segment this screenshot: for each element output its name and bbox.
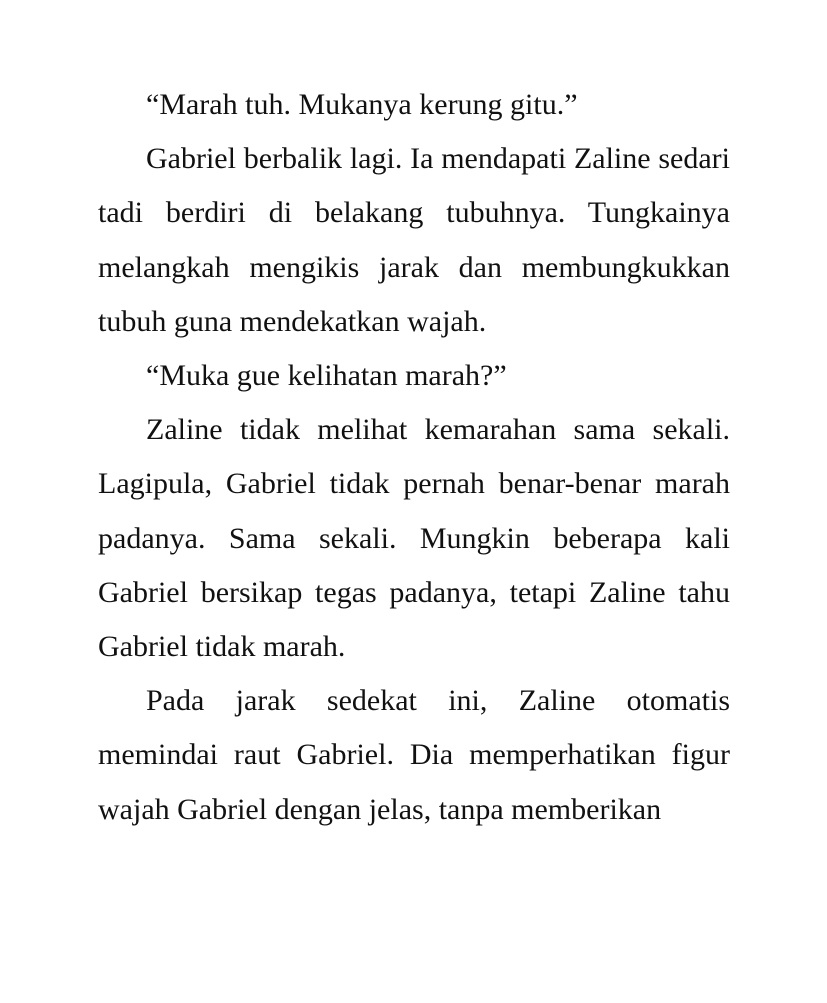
paragraph-narration-2: Zaline tidak melihat kemarahan sama sekali. Lagipula, Gabriel tidak pernah benar-benar marah padanya. Sama sekali. Mungkin beberapa kali Gabriel bersikap tegas padanya, tetapi Zaline tahu Gabriel tidak marah.	[98, 413, 730, 664]
paragraph-narration-3: Pada jarak sedekat ini, Zaline otomatis memindai raut Gabriel. Dia memperhatikan figur wajah Gabriel dengan jelas, tanpa memberikan	[98, 684, 730, 826]
paragraph-dialogue-1: “Marah tuh. Mukanya kerung gitu.”	[146, 88, 578, 121]
paragraph-dialogue-2: “Muka gue kelihatan marah?”	[146, 359, 507, 393]
body-text	[98, 78, 730, 837]
paragraph-narration-1: Gabriel berbalik lagi. Ia mendapati Zaline sedari tadi berdiri di belakang tubuhnya. Tungkainya melangkah mengikis jarak dan membungkukkan tubuh guna mendekatkan wajah.	[98, 142, 730, 338]
